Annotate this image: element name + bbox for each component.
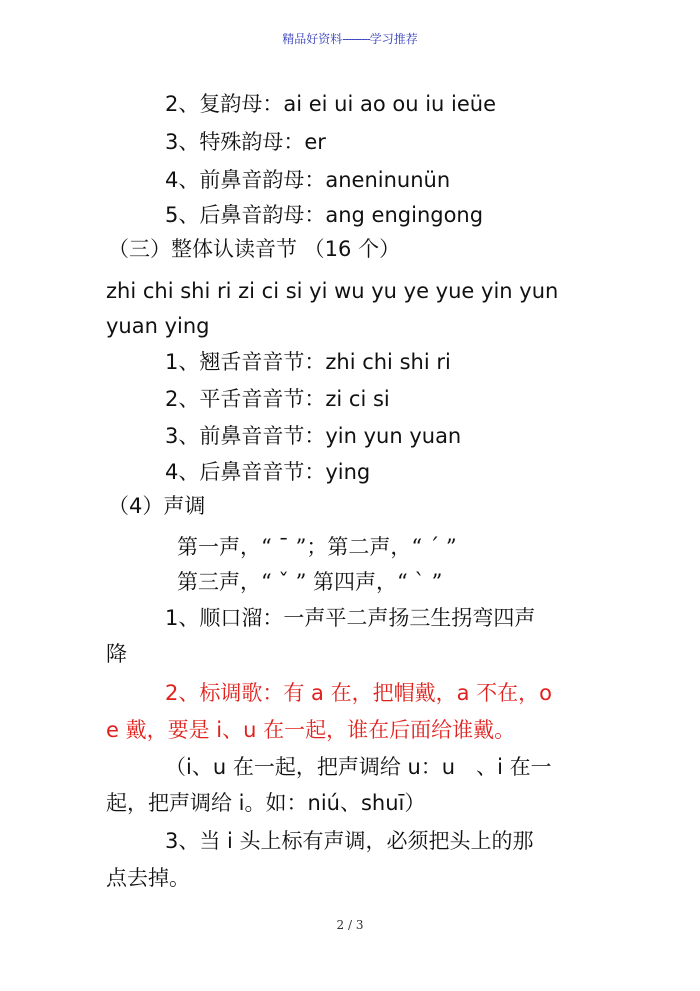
header-left: 精品好资料 bbox=[282, 32, 343, 46]
tone-song-line-2: e 戴，要是 i、u 在一起，谁在后面给谁戴。 bbox=[106, 718, 516, 742]
section-heading-whole-syllables: （三）整体认读音节 （16 个） bbox=[108, 237, 401, 261]
retroflex-syllables-line: 1、翘舌音音节：zhi chi shi ri bbox=[165, 350, 451, 374]
flat-tongue-syllables-line: 2、平舌音音节：zi ci si bbox=[165, 387, 390, 411]
back-nasal-finals-line: 5、后鼻音韵母：ang engingong bbox=[165, 203, 484, 227]
front-nasal-syllables-line: 3、前鼻音音节：yin yun yuan bbox=[165, 424, 462, 448]
header-right: 学习推荐 bbox=[369, 32, 418, 46]
header-separator: --------- bbox=[342, 32, 370, 46]
tone-song-line-1: 2、标调歌：有 a 在，把帽戴，a 不在，o bbox=[165, 681, 552, 705]
dot-rule-line-1: 3、当 i 头上标有声调，必须把头上的那 bbox=[165, 829, 534, 853]
tones-line-1: 第一声，“ ˉ ”；第二声，“ ˊ ” bbox=[177, 535, 457, 559]
special-final-line: 3、特殊韵母：er bbox=[165, 130, 326, 154]
rhyme-line-2: 降 bbox=[106, 642, 127, 666]
compound-finals-line: 2、复韵母：ai ei ui ao ou iu ieüe bbox=[165, 92, 497, 116]
front-nasal-finals-line: 4、前鼻音韵母：aneninunün bbox=[165, 168, 451, 192]
section-heading-tones: （4）声调 bbox=[108, 494, 206, 518]
tones-line-2: 第三声，“ ˇ ” 第四声，“ ˋ ” bbox=[177, 570, 443, 594]
back-nasal-syllables-line: 4、后鼻音音节：ying bbox=[165, 460, 371, 484]
dot-rule-line-2: 点去掉。 bbox=[106, 866, 190, 890]
page-number: 2 / 3 bbox=[336, 918, 364, 932]
whole-syllables-line-1: zhi chi shi ri zi ci si yi wu yu ye yue yin yun bbox=[106, 279, 559, 303]
page-header bbox=[0, 30, 700, 47]
tone-note-line-2: 起，把声调给 i。如：niú、shuī） bbox=[106, 791, 426, 815]
rhyme-line-1: 1、顺口溜：一声平二声扬三生拐弯四声 bbox=[165, 606, 536, 630]
whole-syllables-line-2: yuan ying bbox=[106, 314, 210, 338]
tone-note-line-1: （i、u 在一起，把声调给 u：u 、i 在一 bbox=[165, 755, 552, 779]
